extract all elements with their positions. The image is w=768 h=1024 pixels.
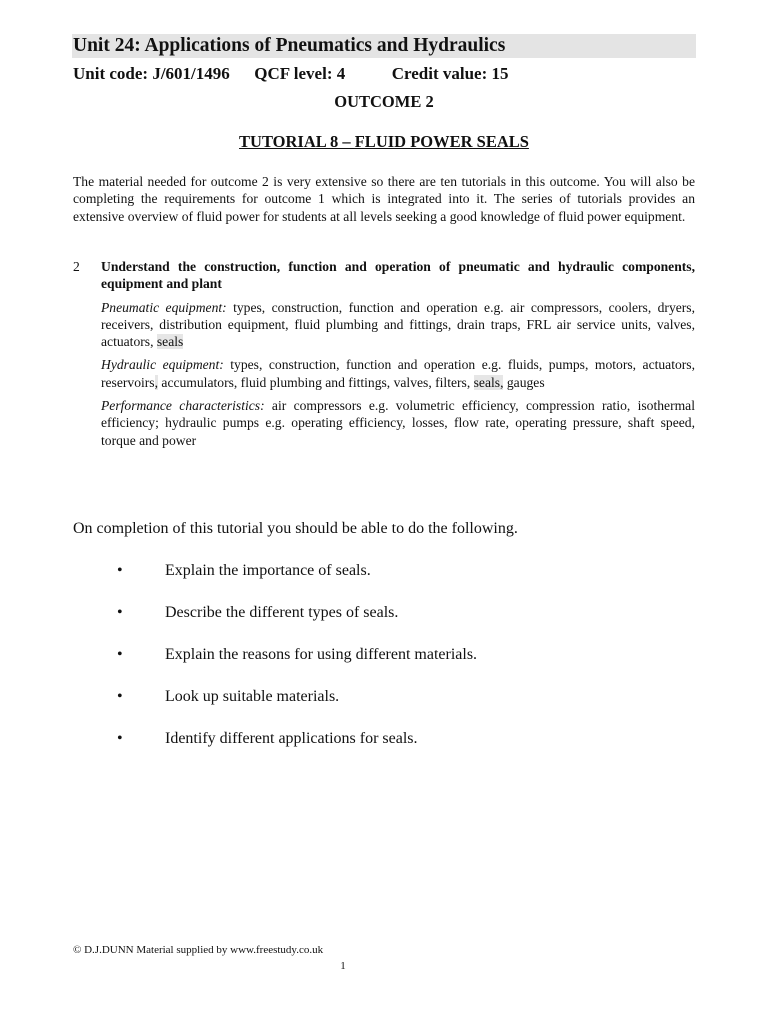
pneumatic-highlight: seals (156, 334, 184, 350)
unit-info-line (73, 64, 509, 84)
performance-paragraph (101, 397, 695, 449)
pneumatic-label: Pneumatic equipment: (101, 299, 227, 315)
page-number: 1 (340, 960, 346, 972)
outcome-heading: OUTCOME 2 (334, 92, 434, 111)
hydraulic-text-b: accumulators, fluid plumbing and fittings, valves, filters, (158, 374, 474, 390)
hydraulic-paragraph (101, 356, 695, 391)
performance-label: Performance characteristics: (101, 398, 265, 414)
objective-text: Describe the different types of seals. (165, 604, 399, 621)
bullet-icon: • (117, 562, 123, 579)
pneumatic-text: types, construction, function and operation e.g. air compressors, coolers, dryers, receivers, distribution equipment, fluid plumbing and fittings, drain traps, FRL air service units, valves, actuators, (101, 299, 695, 350)
hydraulic-label: Hydraulic equipment: (101, 357, 224, 373)
hydraulic-text-a: types, construction, function and operation e.g. fluids, pumps, motors, actuators, reservoirs (101, 357, 695, 390)
unit-code: Unit code: J/601/1496 (73, 64, 230, 83)
hydraulic-highlight-b: seals, (473, 374, 504, 390)
section-heading: Understand the construction, function and operation of pneumatic and hydraulic components, equipment and plant (101, 259, 695, 292)
pneumatic-paragraph (101, 299, 695, 351)
objective-text: Identify different applications for seals. (165, 730, 418, 747)
footer-copyright: © D.J.DUNN Material supplied by www.freestudy.co.uk (73, 944, 324, 956)
credit-value: Credit value: 15 (391, 64, 509, 83)
section-number: 2 (73, 259, 80, 274)
performance-text: air compressors e.g. volumetric efficiency, compression ratio, isothermal efficiency; hydraulic pumps e.g. operating efficiency, losses, flow rate, operating pressure, shaft speed, torque and power (101, 398, 695, 448)
qcf-level: QCF level: 4 (254, 64, 346, 83)
hydraulic-highlight-a: , (154, 374, 159, 390)
bullet-icon: • (117, 646, 123, 663)
bullet-icon: • (117, 604, 123, 621)
objective-text: Look up suitable materials. (165, 688, 340, 705)
tutorial-title: TUTORIAL 8 – FLUID POWER SEALS (239, 132, 529, 151)
objective-text: Explain the reasons for using different materials. (165, 646, 478, 663)
bullet-icon: • (117, 688, 123, 705)
intro-paragraph: The material needed for outcome 2 is very extensive so there are ten tutorials in this outcome. You will also be completing the requirements for outcome 1 which is integrated into it. The series of tutorials provides an extensive overview of fluid power for students at all levels seeking a good knowledge of fluid power equipment. (73, 174, 695, 224)
section-body (101, 258, 695, 455)
completion-statement: On completion of this tutorial you should be able to do the following. (73, 520, 518, 537)
bullet-icon: • (117, 730, 123, 747)
hydraulic-text-c: gauges (503, 374, 545, 390)
objective-text: Explain the importance of seals. (165, 562, 371, 579)
document-title: Unit 24: Applications of Pneumatics and Hydraulics (73, 35, 506, 56)
